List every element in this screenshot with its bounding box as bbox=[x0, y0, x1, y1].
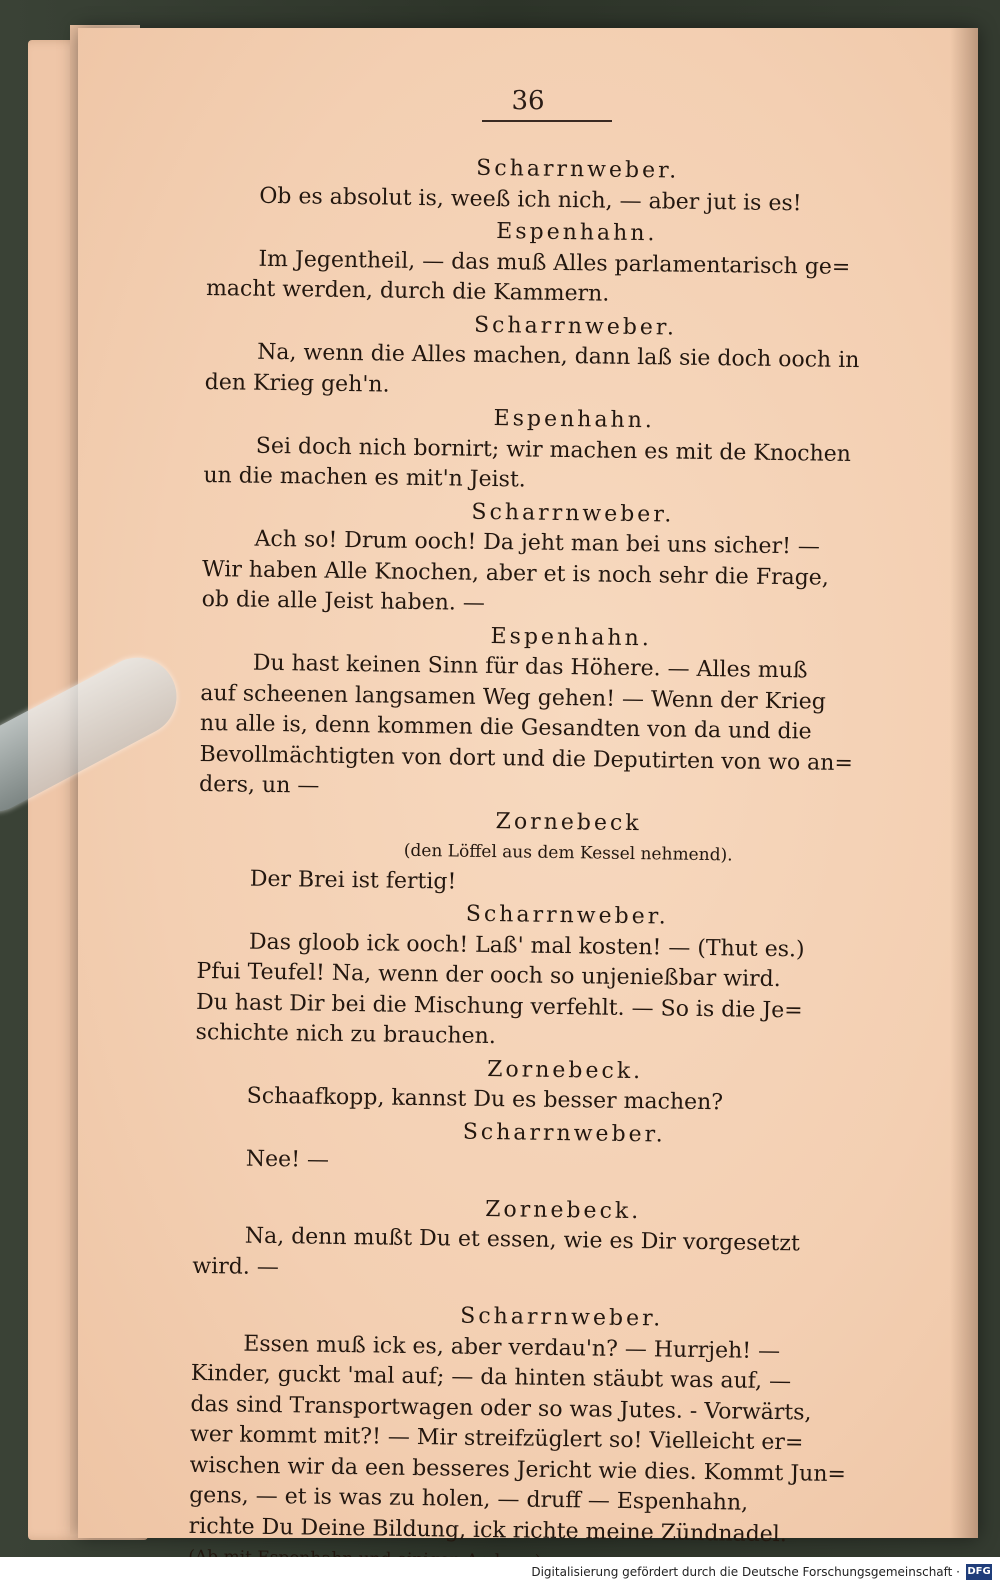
dialogue-line: Sei doch nich bornirt; wir machen es mit de Knochen bbox=[255, 433, 852, 467]
dialogue-line: auf scheenen langsamen Weg gehen! — Wenn der Krieg bbox=[200, 680, 827, 715]
dialogue-line: Du hast Dir bei die Mischung verfehlt. — So is die Je= bbox=[195, 989, 803, 1023]
speaker-name: Zornebeck bbox=[495, 808, 642, 836]
speaker-name: Scharrnweber. bbox=[473, 312, 678, 341]
dialogue-line: nu alle is, denn kommen die Gesandten von da und die bbox=[199, 710, 812, 745]
dialogue-line: das sind Transportwagen oder so was Jutes. - Vorwärts, bbox=[190, 1391, 812, 1426]
dialogue-line: wischen wir da een besseres Jericht wie dies. Kommt Jun= bbox=[189, 1452, 847, 1487]
speaker-name: Scharrnweber. bbox=[465, 901, 669, 930]
dialogue-line: Bevollmächtigten von dort und die Deputirten von wo an= bbox=[199, 741, 854, 776]
dialogue-line: Na, denn mußt Du et essen, wie es Dir vorgesetzt bbox=[244, 1223, 800, 1257]
page-content bbox=[188, 148, 948, 1583]
dialogue-line: Nee! — bbox=[245, 1146, 330, 1173]
dialogue-line: Der Brei ist fertig! bbox=[249, 866, 457, 895]
dialogue-line: Na, wenn die Alles machen, dann laß sie doch ooch in bbox=[256, 339, 860, 374]
dialogue-line: den Krieg geh'n. bbox=[204, 369, 390, 398]
speaker-name: Espenhahn. bbox=[490, 623, 652, 651]
dialogue-line: Du hast keinen Sinn für das Höhere. — Alles muß bbox=[252, 650, 808, 684]
page-shadow bbox=[950, 28, 978, 1538]
speaker-name: Scharrnweber. bbox=[462, 1119, 666, 1147]
page-number: 36 bbox=[511, 86, 545, 116]
dialogue-line: Wir haben Alle Knochen, aber et is noch sehr die Frage, bbox=[201, 556, 829, 591]
dialogue-line: gens, — et is was zu holen, — druff — Espenhahn, bbox=[189, 1482, 749, 1516]
speaker-name: Zornebeck. bbox=[486, 1056, 644, 1084]
dialogue-line: Kinder, guckt 'mal auf; — da hinten stäubt was auf, — bbox=[190, 1360, 792, 1395]
stage-direction: (den Löffel aus dem Kessel nehmend). bbox=[403, 840, 733, 866]
dialogue-line: Im Jegentheil, — das muß Alles parlamentarisch ge= bbox=[258, 246, 851, 280]
footer-strip bbox=[0, 1557, 1000, 1585]
speaker-name: Scharrnweber. bbox=[460, 1303, 664, 1332]
dialogue-line: Ach so! Drum ooch! Da jeht man bei uns sicher! — bbox=[254, 526, 821, 560]
dialogue-line: richte Du Deine Bildung, ick richte meine Zündnadel. bbox=[188, 1513, 787, 1547]
dialogue-line: schichte nich zu brauchen. bbox=[195, 1019, 496, 1050]
dialogue-line: ders, un — bbox=[198, 771, 320, 799]
dialogue-line: macht werden, durch die Kammern. bbox=[205, 275, 610, 307]
dialogue-line: un die machen es mit'n Jeist. bbox=[203, 462, 526, 493]
dialogue-line: wird. — bbox=[192, 1253, 280, 1280]
dialogue-line: ob die alle Jeist haben. — bbox=[201, 586, 486, 616]
speaker-name: Scharrnweber. bbox=[476, 155, 680, 184]
speaker-name: Espenhahn. bbox=[496, 219, 658, 247]
speaker-name: Scharrnweber. bbox=[471, 499, 675, 528]
footer-credit: Digitalisierung gefördert durch die Deutsche Forschungsgemeinschaft · bbox=[531, 1565, 960, 1579]
dialogue-line: wer kommt mit?! — Mir streifzüglert so! Vielleicht er= bbox=[189, 1421, 804, 1456]
book-page bbox=[78, 28, 978, 1547]
header-rule bbox=[482, 120, 612, 122]
speaker-name: Espenhahn. bbox=[493, 406, 656, 434]
dialogue-line: Das gloob ick ooch! Laß' mal kosten! — (Thut es.) bbox=[248, 929, 805, 962]
dialogue-line: Ob es absolut is, weeß ich nich, — aber jut is es! bbox=[259, 183, 802, 216]
dfg-logo: DFG bbox=[966, 1564, 992, 1580]
dialogue-line: Pfui Teufel! Na, wenn der ooch so unjenießbar wird. bbox=[196, 958, 781, 993]
speaker-name: Zornebeck. bbox=[485, 1196, 642, 1224]
dialogue-line: Essen muß ick es, aber verdau'n? — Hurrjeh! — bbox=[243, 1331, 781, 1364]
dialogue-line: Schaafkopp, kannst Du es besser machen? bbox=[246, 1083, 724, 1116]
